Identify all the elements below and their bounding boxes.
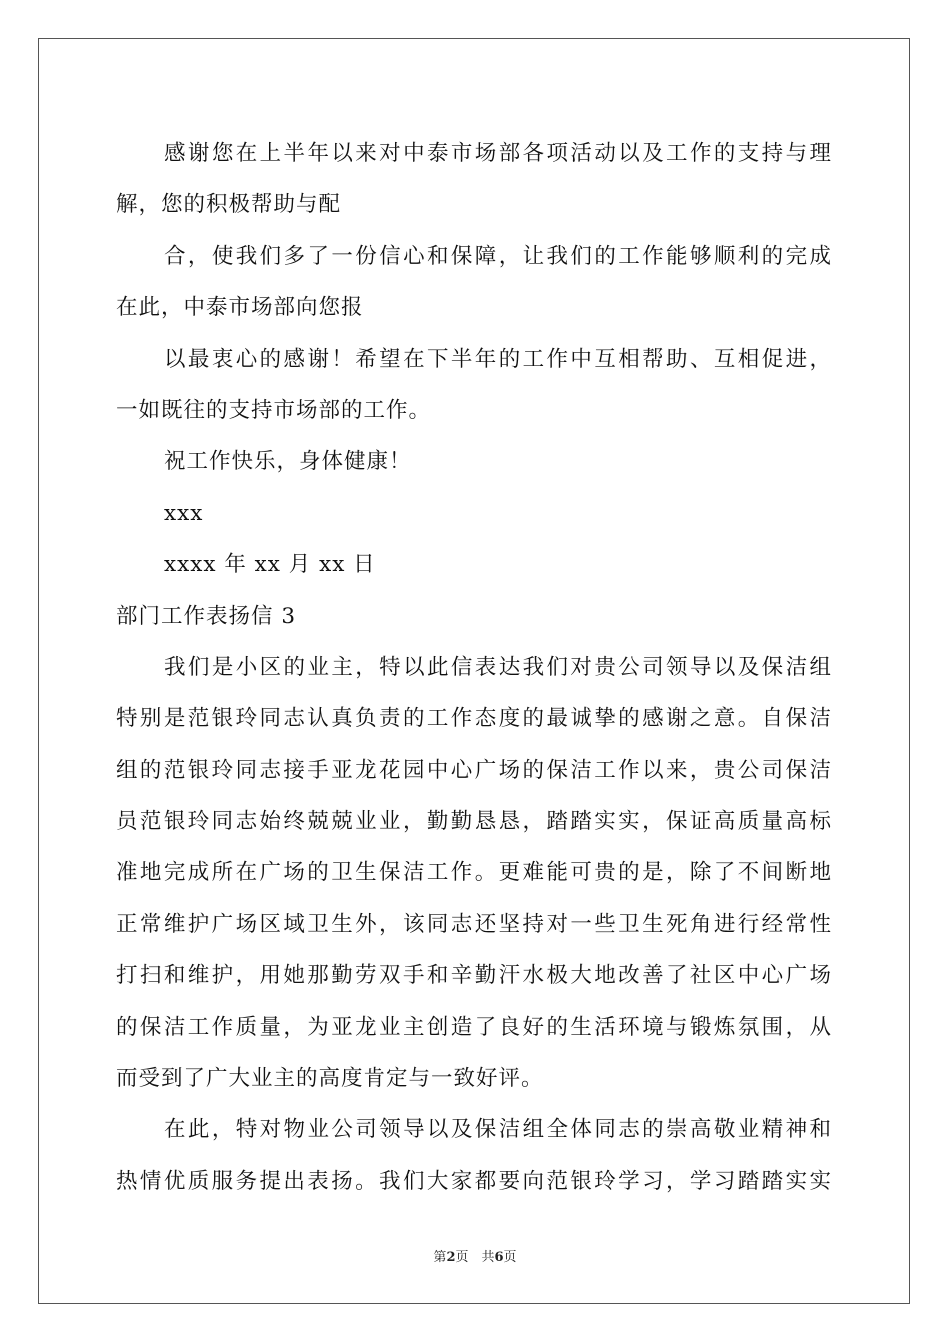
document-body	[116, 128, 832, 1207]
current-page-number: 2	[446, 1250, 456, 1265]
paragraph-line: 在此，特对物业公司领导以及保洁组全体同志的崇高敬业精神和	[164, 1117, 832, 1143]
paragraph-line: 解，您的积极帮助与配	[116, 192, 342, 218]
page-footer	[0, 1246, 950, 1265]
paragraph-line: 一如既往的支持市场部的工作。	[116, 397, 432, 423]
closing-wish: 祝工作快乐，身体健康！	[164, 449, 412, 475]
signature-name: xxx	[164, 500, 204, 526]
paragraph-line: 员范银玲同志始终兢兢业业，勤勤恳恳，踏踏实实，保证高质量高标	[116, 809, 832, 835]
paragraph-line: 在此，中泰市场部向您报	[116, 295, 364, 321]
page-number-middle: 页 共	[455, 1250, 495, 1265]
section-heading: 部门工作表扬信 3	[116, 603, 297, 629]
paragraph-line: 以最衷心的感谢！希望在下半年的工作中互相帮助、互相促进，	[164, 346, 832, 372]
paragraph-line: 感谢您在上半年以来对中泰市场部各项活动以及工作的支持与理	[164, 141, 832, 166]
paragraph-line: 合，使我们多了一份信心和保障，让我们的工作能够顺利的完成	[164, 243, 832, 269]
paragraph-line: 准地完成所在广场的卫生保洁工作。更难能可贵的是，除了不间断地	[116, 860, 832, 886]
paragraph-line: 我们是小区的业主，特以此信表达我们对贵公司领导以及保洁组	[164, 654, 832, 680]
paragraph-line: 热情优质服务提出表扬。我们大家都要向范银玲学习，学习踏踏实实	[116, 1168, 832, 1194]
page-number-suffix: 页	[503, 1250, 517, 1265]
paragraph-line: 而受到了广大业主的高度肯定与一致好评。	[116, 1066, 544, 1092]
page-number-prefix: 第	[433, 1250, 447, 1265]
paragraph-line: 打扫和维护，用她那勤劳双手和辛勤汗水极大地改善了社区中心广场	[116, 963, 832, 989]
paragraph-line: 组的范银玲同志接手亚龙花园中心广场的保洁工作以来，贵公司保洁	[116, 757, 832, 783]
signature-date: xxxx 年 xx 月 xx 日	[164, 552, 376, 578]
paragraph-line: 的保洁工作质量，为亚龙业主创造了良好的生活环境与锻炼氛围，从	[116, 1014, 832, 1040]
paragraph-line: 特别是范银玲同志认真负责的工作态度的最诚挚的感谢之意。自保洁	[116, 706, 832, 732]
paragraph-line: 正常维护广场区域卫生外，该同志还坚持对一些卫生死角进行经常性	[116, 911, 832, 937]
total-page-count: 6	[494, 1250, 504, 1265]
